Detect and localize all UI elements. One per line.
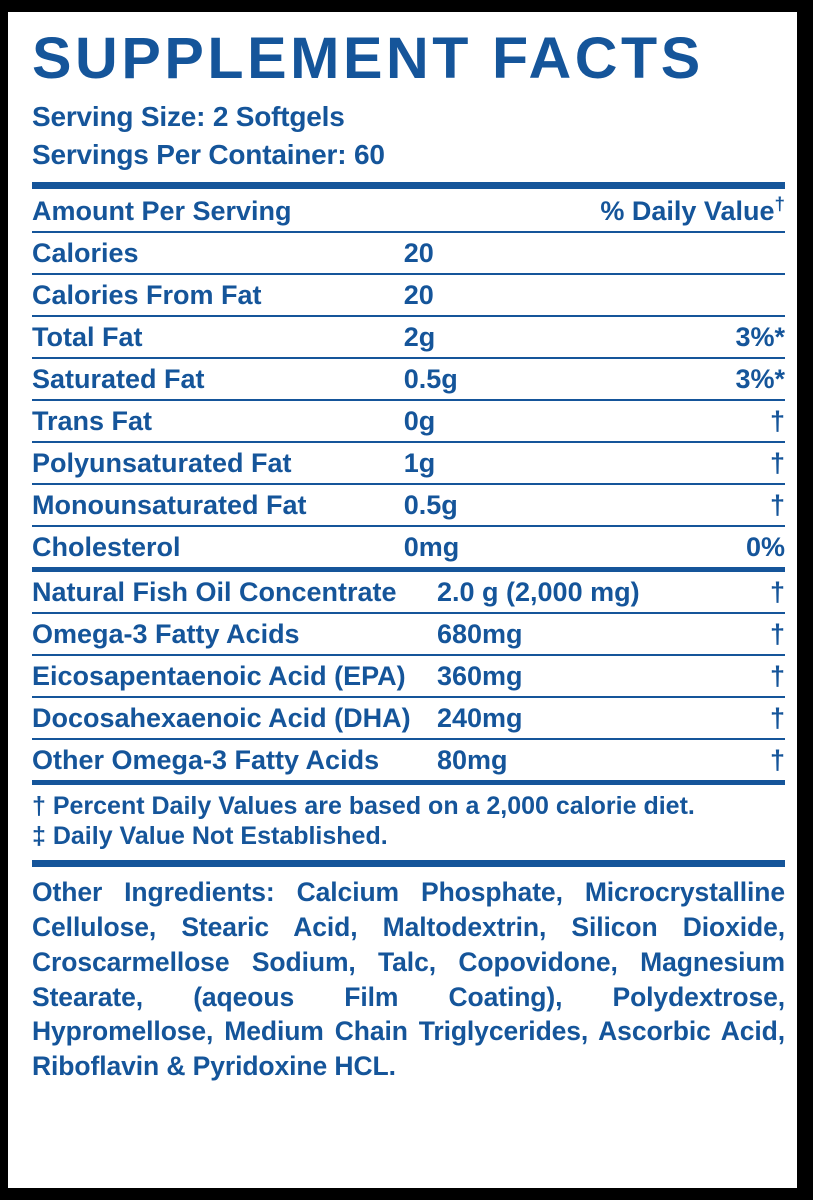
row-amount: 680mg (437, 613, 682, 655)
serving-size-text: Serving Size: 2 Softgels (32, 101, 345, 132)
row-name: Calories From Fat (32, 274, 404, 316)
row-amount: 20 (404, 232, 601, 274)
header-daily-value-label: % Daily Value (600, 195, 775, 226)
row-amount: 0.5g (404, 484, 601, 526)
header-amount-per-serving: Amount Per Serving (32, 189, 404, 232)
header-spacer (404, 189, 601, 232)
table-row (32, 484, 785, 526)
nutrition-table-primary (32, 189, 785, 567)
table-header-row (32, 189, 785, 232)
table-row (32, 613, 785, 655)
row-name: Natural Fish Oil Concentrate (32, 572, 437, 613)
servings-per-container-text: Servings Per Container: 60 (32, 138, 385, 170)
row-name: Calories (32, 232, 404, 274)
header-daily-value (600, 189, 785, 232)
row-daily-value: † (769, 744, 785, 775)
row-amount: 0g (404, 400, 601, 442)
table-row (32, 274, 785, 316)
table-row (32, 655, 785, 697)
other-ingredients-heading: Other Ingredients: (32, 876, 275, 907)
supplement-facts-panel (8, 12, 797, 1188)
row-daily-value: 0% (745, 531, 785, 562)
row-daily-value: † (600, 400, 785, 442)
table-row (32, 572, 785, 613)
row-daily-value: 3%* (600, 358, 785, 400)
header-daily-value-dagger: † (774, 193, 785, 215)
row-amount: 1g (404, 442, 601, 484)
row-daily-value: † (682, 572, 785, 613)
row-name: Saturated Fat (32, 358, 404, 400)
nutrition-table-secondary (32, 572, 785, 780)
table-row (32, 526, 785, 567)
row-name: Total Fat (32, 316, 404, 358)
row-daily-value: † (682, 655, 785, 697)
table-row (32, 232, 785, 274)
table-row (32, 697, 785, 739)
row-daily-value: 3%* (600, 316, 785, 358)
row-amount: 0.5g (404, 358, 601, 400)
row-name: Omega-3 Fatty Acids (32, 613, 437, 655)
table-row (32, 316, 785, 358)
row-name: Monounsaturated Fat (32, 484, 404, 526)
row-amount: 2g (404, 316, 601, 358)
row-name: Trans Fat (32, 400, 404, 442)
row-amount: 2.0 g (2,000 mg) (437, 572, 682, 613)
row-amount: 0mg (403, 531, 460, 562)
row-amount: 20 (404, 274, 601, 316)
row-name: Polyunsaturated Fat (32, 442, 404, 484)
row-name: Docosahexaenoic Acid (DHA) (32, 697, 437, 739)
divider-top (32, 182, 785, 189)
row-amount: 80mg (437, 744, 508, 775)
row-daily-value: † (600, 484, 785, 526)
row-daily-value (600, 232, 785, 274)
row-daily-value: † (682, 697, 785, 739)
footnotes-block (32, 785, 785, 852)
divider-other-ingredients (32, 860, 785, 867)
row-daily-value: † (600, 442, 785, 484)
footnote-daily-value: † Percent Daily Values are based on a 2,000 calorie diet. (32, 791, 695, 820)
row-daily-value: † (682, 613, 785, 655)
table-row (32, 358, 785, 400)
footnote-not-established: ‡ Daily Value Not Established. (32, 822, 388, 851)
row-daily-value (600, 274, 785, 316)
other-ingredients-text: Calcium Phosphate, Microcrystalline Cellulose, Stearic Acid, Maltodextrin, Silicon Dioxide, Croscarmellose Sodium, Talc, Copovidone, Magnesium Stearate, (aqeous Film Coating), Polydextrose, Hypromellose, Medium Chain Triglycerides, Ascorbic Acid, Riboflavin & Pyridoxine HCL. (32, 876, 785, 1082)
row-name: Eicosapentaenoic Acid (EPA) (32, 655, 437, 697)
row-amount: 360mg (437, 655, 682, 697)
table-row (32, 442, 785, 484)
row-name: Other Omega-3 Fatty Acids (32, 744, 380, 775)
page-title: SUPPLEMENT FACTS (32, 26, 704, 91)
table-row (32, 739, 785, 780)
row-amount: 240mg (437, 697, 682, 739)
row-name: Cholesterol (32, 531, 181, 562)
table-row (32, 400, 785, 442)
other-ingredients-block (32, 867, 785, 1085)
